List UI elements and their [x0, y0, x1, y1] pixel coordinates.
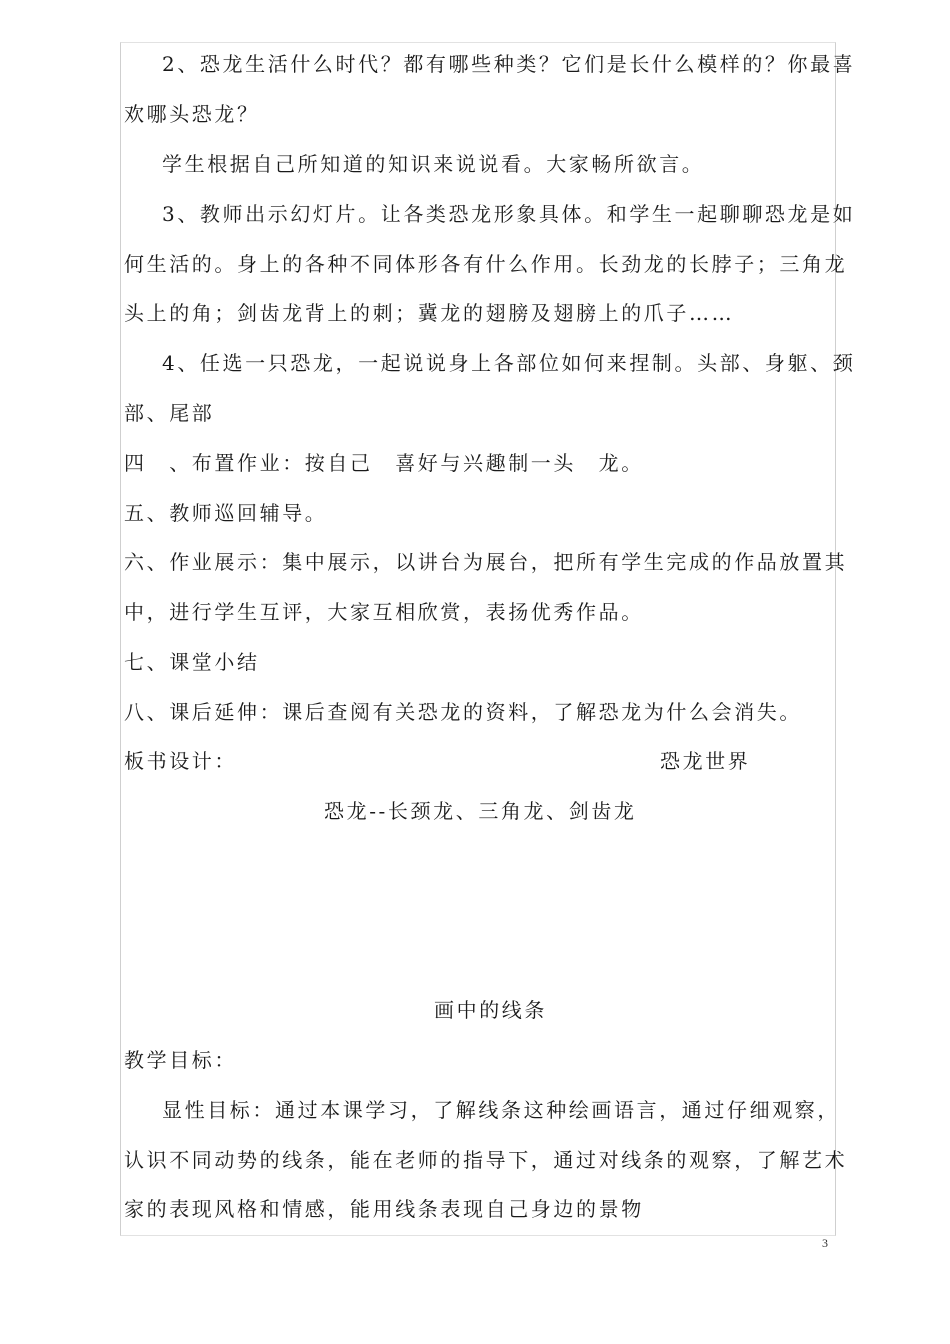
- q4-line-2: 部、尾部: [124, 401, 215, 425]
- lesson-title: 画中的线条: [434, 998, 547, 1022]
- students-line: 学生根据自己所知道的知识来说说看。大家畅所欲言。: [162, 152, 705, 176]
- step-6-line-1: 六、作业展示：集中展示，以讲台为展台，把所有学生完成的作品放置其: [124, 550, 848, 574]
- page-number: 3: [822, 1236, 828, 1250]
- step-4: 四 、布置作业：按自己 喜好与兴趣制一头 龙。: [124, 451, 644, 475]
- step-7: 七、课堂小结: [124, 650, 260, 674]
- objectives-label: 教学目标：: [124, 1048, 237, 1072]
- board-label: 板书设计：: [124, 749, 237, 773]
- explicit-line-1: 显性目标：通过本课学习，了解线条这种绘画语言，通过仔细观察，: [162, 1098, 840, 1122]
- q2-line-2: 欢哪头恐龙？: [124, 102, 260, 126]
- explicit-line-2: 认识不同动势的线条，能在老师的指导下，通过对线条的观察，了解艺术: [124, 1148, 848, 1172]
- board-content: 恐龙--长颈龙、三角龙、剑齿龙: [324, 799, 637, 823]
- q4-line-1: 4、任选一只恐龙，一起说说身上各部位如何来捏制。头部、身躯、颈: [162, 351, 856, 375]
- explicit-line-3: 家的表现风格和情感，能用线条表现自己身边的景物: [124, 1197, 644, 1221]
- q3-line-2: 何生活的。身上的各种不同体形各有什么作用。长劲龙的长脖子；三角龙: [124, 252, 848, 276]
- q2-line-1: 2、恐龙生活什么时代？都有哪些种类？它们是长什么模样的？你最喜: [162, 52, 856, 76]
- q3-line-1: 3、教师出示幻灯片。让各类恐龙形象具体。和学生一起聊聊恐龙是如: [162, 202, 856, 226]
- step-6-line-2: 中，进行学生互评，大家互相欣赏，表扬优秀作品。: [124, 600, 644, 624]
- step-5: 五、教师巡回辅导。: [124, 501, 328, 525]
- step-8: 八、课后延伸：课后查阅有关恐龙的资料，了解恐龙为什么会消失。: [124, 700, 802, 724]
- q3-line-3: 头上的角；剑齿龙背上的刺；冀龙的翅膀及翅膀上的爪子……: [124, 301, 735, 325]
- board-title: 恐龙世界: [660, 749, 751, 773]
